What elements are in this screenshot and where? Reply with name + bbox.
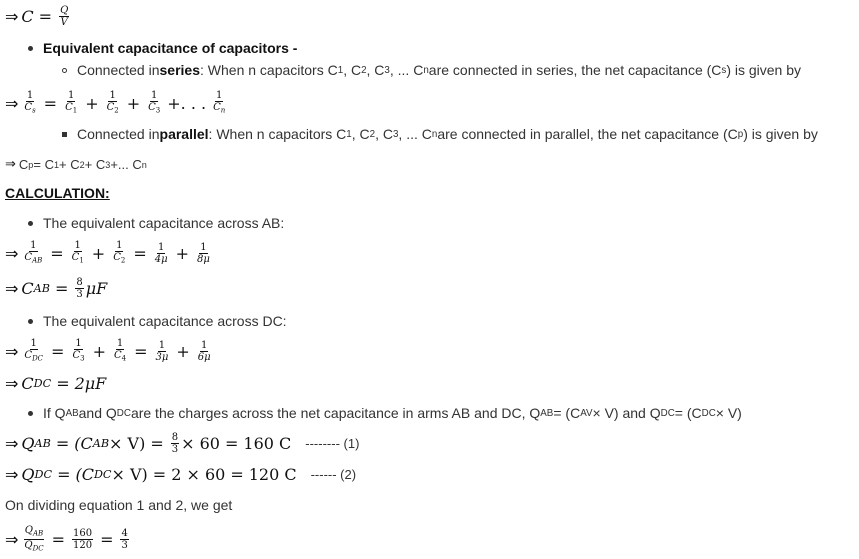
dividing-text: On dividing equation 1 and 2, we get bbox=[5, 497, 233, 513]
den: C bbox=[113, 350, 122, 361]
fraction bbox=[120, 528, 128, 551]
den: C bbox=[148, 102, 156, 113]
ab-result bbox=[5, 277, 107, 300]
fraction bbox=[64, 90, 78, 116]
subscript: s bbox=[721, 64, 727, 76]
fraction bbox=[212, 90, 226, 116]
num: Q bbox=[24, 525, 33, 536]
fraction bbox=[23, 338, 44, 364]
den: C bbox=[65, 102, 73, 113]
num: 1 bbox=[30, 338, 37, 349]
num: 1 bbox=[109, 90, 116, 101]
num: 1 bbox=[26, 90, 34, 101]
subscript: 4 bbox=[121, 354, 127, 363]
unit: μF bbox=[85, 279, 108, 298]
den: 3 bbox=[171, 444, 179, 455]
result-value: 120 C bbox=[248, 465, 297, 484]
subscript: AB bbox=[65, 407, 79, 419]
q-symbol: Q bbox=[21, 465, 35, 484]
ab-bullet bbox=[28, 215, 284, 231]
parallel-description bbox=[62, 126, 818, 142]
subscript: DC bbox=[93, 468, 112, 481]
fraction bbox=[23, 240, 43, 266]
subscript: n bbox=[141, 159, 147, 170]
num: 160 bbox=[72, 528, 93, 540]
equals-sign: = bbox=[55, 434, 70, 453]
equals-sign: = bbox=[54, 279, 69, 298]
text: +... C bbox=[110, 157, 142, 172]
formula-c-equals-q-over-v bbox=[5, 5, 71, 28]
num: 1 bbox=[200, 241, 207, 253]
num: 1 bbox=[157, 241, 165, 253]
bullet-equivalent-capacitance bbox=[28, 40, 297, 56]
implies-arrow: ⇒ bbox=[5, 530, 19, 550]
result-value: 160 C bbox=[243, 434, 292, 453]
num: 1 bbox=[215, 90, 223, 101]
dc-bullet bbox=[28, 313, 287, 329]
equals-sign: = bbox=[133, 243, 147, 263]
equation-tag: -------- (1) bbox=[305, 436, 360, 451]
qab-equation bbox=[5, 432, 359, 455]
subscript: n bbox=[220, 106, 226, 115]
equals-sign: = bbox=[230, 465, 244, 484]
fraction bbox=[197, 340, 212, 363]
text: × V) bbox=[715, 405, 742, 421]
fraction bbox=[171, 432, 179, 455]
fraction bbox=[72, 528, 93, 551]
series-equation bbox=[5, 90, 228, 116]
plus-sign: + bbox=[176, 341, 190, 361]
den: C bbox=[113, 252, 121, 263]
text: and Q bbox=[78, 405, 117, 421]
equals-sign: = bbox=[100, 530, 114, 550]
series-description bbox=[62, 62, 801, 78]
text: : When n capacitors C bbox=[200, 62, 338, 78]
equals-sign: = bbox=[50, 243, 64, 263]
num: 1 bbox=[67, 90, 75, 101]
plus-sign: + bbox=[126, 93, 141, 113]
text: are connected in series, the net capacitance (C bbox=[428, 62, 722, 78]
plus-sign: + bbox=[85, 93, 99, 113]
subscript: p bbox=[28, 159, 34, 170]
bullet-dot-icon bbox=[28, 319, 33, 324]
dc-result bbox=[5, 374, 106, 393]
implies-arrow: ⇒ bbox=[5, 465, 19, 484]
subscript: 1 bbox=[79, 256, 84, 265]
fraction bbox=[113, 338, 127, 364]
subscript: 2 bbox=[79, 159, 85, 170]
implies-arrow: ⇒ bbox=[5, 157, 16, 172]
text: Connected in bbox=[77, 126, 160, 142]
den: 3 bbox=[121, 540, 128, 552]
equals-sign: = bbox=[56, 374, 70, 393]
subscript: AB bbox=[32, 256, 43, 265]
equals-sign: = bbox=[152, 465, 167, 484]
text: If Q bbox=[43, 405, 66, 421]
fraction bbox=[75, 277, 83, 300]
bullet-dot-icon bbox=[28, 411, 33, 416]
num: 1 bbox=[116, 338, 124, 349]
ellipsis: +. . . bbox=[167, 93, 207, 113]
text: , ... C bbox=[398, 126, 432, 142]
plus-sign: + bbox=[91, 243, 106, 263]
implies-arrow: ⇒ bbox=[5, 243, 19, 263]
ab-equation bbox=[5, 240, 213, 266]
equals-sign: = bbox=[224, 434, 239, 453]
num: 1 bbox=[201, 339, 208, 351]
fraction bbox=[154, 242, 169, 265]
den: 120 bbox=[72, 540, 93, 552]
c-symbol: C bbox=[21, 279, 34, 298]
num: 1 bbox=[30, 240, 37, 251]
fraction bbox=[71, 240, 85, 266]
text: + C bbox=[84, 157, 106, 172]
subscript: AB bbox=[33, 282, 50, 295]
subscript: DC bbox=[701, 407, 716, 419]
text: are connected in parallel, the net capacitance (C bbox=[437, 126, 738, 142]
text: 2 × 60 bbox=[171, 465, 226, 484]
subscript: AB bbox=[92, 437, 110, 450]
subscript: DC bbox=[32, 354, 44, 363]
subscript: 3 bbox=[80, 354, 85, 363]
text: are the charges across the net capacitance in arms AB and DC, Q bbox=[130, 405, 541, 421]
equals-sign: = bbox=[134, 341, 148, 361]
den: C bbox=[106, 102, 115, 113]
bullet-label: Equivalent capacitance of capacitors - bbox=[43, 40, 298, 56]
final-ratio-equation bbox=[5, 525, 131, 555]
subscript: 1 bbox=[337, 64, 344, 76]
equals-sign: = bbox=[51, 341, 65, 361]
text: ) is given by bbox=[726, 62, 802, 78]
text: (C bbox=[74, 434, 93, 453]
fraction bbox=[112, 240, 126, 266]
text: × V) and Q bbox=[592, 405, 661, 421]
square-bullet-icon bbox=[62, 132, 67, 137]
subscript: n bbox=[423, 64, 429, 76]
text: = (C bbox=[674, 405, 702, 421]
c-symbol: C bbox=[21, 374, 34, 393]
implies-arrow: ⇒ bbox=[5, 341, 19, 361]
equals-sign: = bbox=[38, 7, 53, 26]
subscript: n bbox=[431, 128, 438, 140]
q-symbol: Q bbox=[21, 434, 35, 453]
equals-sign: = bbox=[51, 530, 65, 550]
value: 2μF bbox=[74, 374, 107, 393]
implies-arrow: ⇒ bbox=[5, 374, 19, 393]
subscript: AB bbox=[32, 529, 44, 538]
num: 1 bbox=[74, 240, 81, 251]
subscript: DC bbox=[34, 468, 53, 481]
bold-word: parallel bbox=[159, 126, 209, 142]
implies-arrow: ⇒ bbox=[5, 7, 19, 26]
den: C bbox=[72, 350, 81, 361]
fraction-numerator: Q bbox=[60, 5, 69, 16]
den: C bbox=[24, 252, 33, 263]
den: Q bbox=[24, 540, 33, 552]
subscript: 3 bbox=[384, 64, 390, 76]
bullet-text: The equivalent capacitance across AB: bbox=[43, 215, 285, 231]
implies-arrow: ⇒ bbox=[5, 93, 19, 113]
subscript: DC bbox=[32, 544, 44, 553]
equals-sign: = bbox=[43, 93, 58, 113]
implies-arrow: ⇒ bbox=[5, 434, 19, 453]
text: : When n capacitors C bbox=[208, 126, 347, 142]
subscript: 1 bbox=[346, 128, 352, 140]
plus-sign: + bbox=[92, 341, 106, 361]
parallel-equation bbox=[5, 157, 147, 172]
text: + C bbox=[59, 157, 80, 172]
text: , C bbox=[366, 62, 385, 78]
dc-equation bbox=[5, 338, 214, 364]
equals-sign: = bbox=[57, 465, 71, 484]
equals-sign: = bbox=[150, 434, 164, 453]
subscript: DC bbox=[33, 377, 52, 390]
num: 1 bbox=[158, 339, 166, 351]
plus-sign: + bbox=[175, 243, 190, 263]
den: 6μ bbox=[197, 351, 211, 363]
text: (C bbox=[75, 465, 94, 484]
calculation-heading: CALCULATION: bbox=[5, 185, 110, 201]
den: 4μ bbox=[154, 253, 168, 265]
text: Connected in bbox=[77, 62, 160, 78]
subscript: 3 bbox=[105, 159, 111, 170]
den: C bbox=[24, 102, 33, 113]
bold-word: series bbox=[159, 62, 200, 78]
subscript: 3 bbox=[155, 106, 161, 115]
num: 8 bbox=[171, 432, 179, 443]
charge-bullet bbox=[28, 405, 742, 421]
den: 3 bbox=[76, 289, 83, 300]
fraction bbox=[106, 90, 120, 116]
text: ) is given by bbox=[743, 126, 818, 142]
text: , ... C bbox=[389, 62, 424, 78]
fraction bbox=[196, 242, 211, 265]
text: × V) bbox=[109, 434, 146, 453]
text: , C bbox=[375, 126, 393, 142]
equation-tag: ------ (2) bbox=[310, 467, 357, 482]
subscript: 3 bbox=[392, 128, 399, 140]
bullet-dot-icon bbox=[28, 46, 33, 51]
text: , C bbox=[343, 62, 362, 78]
subscript: DC bbox=[660, 407, 675, 419]
subscript: 2 bbox=[361, 64, 367, 76]
subscript: 2 bbox=[114, 106, 119, 115]
den: C bbox=[71, 252, 80, 263]
num: 8 bbox=[76, 277, 83, 288]
subscript: s bbox=[32, 106, 36, 115]
text: = C bbox=[33, 157, 54, 172]
subscript: AB bbox=[540, 407, 554, 419]
implies-arrow: ⇒ bbox=[5, 279, 19, 298]
fraction bbox=[147, 90, 161, 116]
den: 3μ bbox=[155, 351, 169, 363]
text: , C bbox=[351, 126, 370, 142]
subscript: AV bbox=[580, 407, 593, 419]
subscript: 2 bbox=[369, 128, 376, 140]
text: = (C bbox=[553, 405, 581, 421]
text: C bbox=[18, 157, 29, 172]
subscript: 1 bbox=[72, 106, 78, 115]
subscript: p bbox=[737, 128, 744, 140]
fraction bbox=[23, 90, 36, 116]
text: × 60 bbox=[181, 434, 220, 453]
circle-bullet-icon bbox=[62, 68, 67, 73]
subscript: 2 bbox=[120, 256, 126, 265]
subscript: DC bbox=[116, 407, 131, 419]
bullet-text: The equivalent capacitance across DC: bbox=[43, 313, 287, 329]
den: 8μ bbox=[197, 253, 210, 265]
fraction-denominator: V bbox=[60, 17, 68, 28]
num: 1 bbox=[116, 240, 123, 251]
c-symbol: C bbox=[21, 7, 34, 26]
subscript: AB bbox=[34, 437, 51, 450]
fraction bbox=[155, 340, 170, 363]
q-over-v-fraction bbox=[59, 5, 69, 28]
qdc-equation bbox=[5, 465, 356, 484]
den: C bbox=[213, 102, 221, 113]
num: 4 bbox=[121, 528, 128, 540]
fraction bbox=[23, 525, 44, 555]
fraction bbox=[71, 338, 85, 364]
num: 1 bbox=[75, 338, 82, 349]
bullet-dot-icon bbox=[28, 221, 33, 226]
subscript: 1 bbox=[53, 159, 60, 170]
num: 1 bbox=[151, 90, 158, 101]
den: C bbox=[24, 350, 33, 361]
text: × V) bbox=[111, 465, 148, 484]
